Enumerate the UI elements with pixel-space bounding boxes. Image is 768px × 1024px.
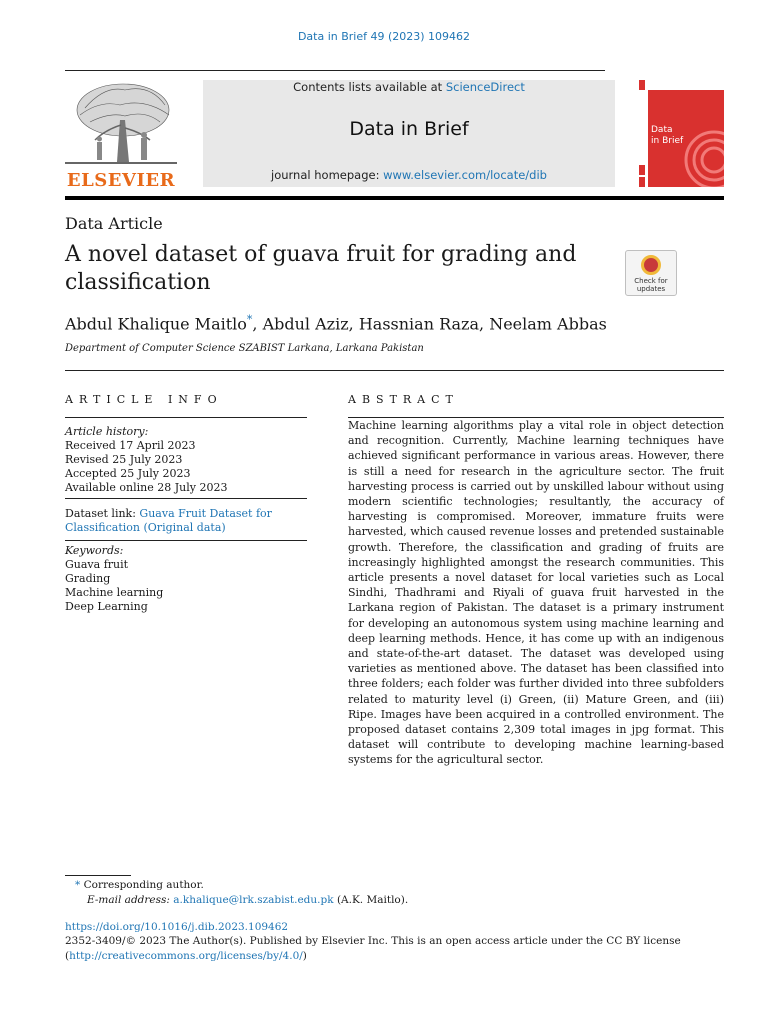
keyword-item: Guava fruit [65, 558, 129, 571]
dataset-rule [65, 540, 307, 541]
footnote-mark: * [75, 879, 81, 891]
dataset-link[interactable]: Guava Fruit Dataset for [139, 507, 272, 520]
email-link[interactable]: a.khalique@lrk.szabist.edu.pk [173, 894, 334, 906]
license-paren-close: ) [302, 950, 307, 962]
received-date: Received 17 April 2023 [65, 439, 196, 452]
other-authors: , Abdul Aziz, Hassnian Raza, Neelam Abbas [252, 314, 607, 334]
history-label: Article history: [65, 425, 149, 438]
abstract-text: Machine learning algorithms play a vital role in object detection and recognition. Currently, Machine learning techniques have achieved significant performance in various areas. However, there is still a need for research in the agriculture sector. The fruit harvesting process is carried out by unskilled labour without using modern scientific technologies; resultantly, the accuracy of harvesting is compromised. Moreover, immature fruits were harvested, which caused revenue losses and pretended sustainable growth. Therefore, the classification and grading of fruits are increasingly highlighted amongst the research communities. This article presents a novel dataset for local varieties such as Local Sindhi, Thadhrami and Riyali of guava fruit harvested in the Larkana region of Pakistan. The dataset is a primary instrument for developing an autonomous system using machine learning and deep learning methods. Hence, it has come up with an indigenous and state-of-the-art dataset. The dataset was developed using varieties as mentioned above. The dataset has been classified into three folders; each folder was further divided into three subfolders related to maturity level (i) Green, (ii) Mature Green, and (iii) Ripe. Images have been acquired in a controlled environment. The proposed dataset contains 2,309 total images in jpg format. This dataset will contribute to developing machine learning-based systems for the agricultural sector. [348, 419, 724, 767]
journal-reference[interactable]: Data in Brief 49 (2023) 109462 [297, 30, 471, 43]
affiliation: Department of Computer Science SZABIST Larkana, Larkana Pakistan [65, 343, 424, 354]
check-badge-text [626, 277, 676, 293]
revised-date: Revised 25 July 2023 [65, 453, 183, 466]
sciencedirect-link[interactable]: ScienceDirect [445, 80, 525, 94]
check-for-updates-icon [641, 255, 661, 275]
contents-prefix: Contents lists available at [293, 80, 446, 94]
email-owner: (A.K. Maitlo). [336, 894, 409, 906]
homepage-link[interactable]: www.elsevier.com/locate/dib [383, 168, 547, 182]
journal-banner [203, 80, 615, 187]
cover-title-line2: in Brief [651, 136, 684, 146]
cover-strip [638, 80, 646, 187]
email-note [87, 893, 408, 908]
license-url-line [65, 949, 307, 964]
check-for-updates-button[interactable] [625, 250, 677, 296]
email-label: E-mail address: [87, 894, 170, 906]
elsevier-logo [65, 80, 177, 190]
top-rule [65, 70, 605, 71]
tree-illustration-icon [65, 80, 177, 170]
footnote-rule [65, 875, 131, 876]
license-line: 2352-3409/© 2023 The Author(s). Published by Elsevier Inc. This is an open access article under the CC BY license [65, 935, 681, 947]
homepage-line [203, 168, 615, 182]
homepage-prefix: journal homepage: [271, 168, 384, 182]
doi-link[interactable]: https://doi.org/10.1016/j.dib.2023.109462 [65, 921, 289, 933]
dataset-link-block [65, 507, 307, 535]
journal-cover[interactable] [638, 80, 724, 187]
section-rule [65, 370, 724, 371]
article-info-rule [65, 417, 307, 418]
cover-title-line1: Data [651, 125, 673, 135]
article-title: A novel dataset of guava fruit for grading and classification [65, 242, 577, 295]
article-history [65, 425, 307, 495]
cover-title [651, 125, 683, 147]
history-rule [65, 498, 307, 499]
elsevier-wordmark: ELSEVIER [66, 170, 176, 191]
corresponding-text: Corresponding author. [83, 879, 204, 891]
check-badge-line1: Check for [634, 277, 668, 285]
article-info-heading: ARTICLE INFO [65, 393, 223, 406]
keyword-item: Grading [65, 572, 111, 585]
contents-line [203, 80, 615, 94]
accepted-date: Accepted 25 July 2023 [65, 467, 191, 480]
online-date: Available online 28 July 2023 [65, 481, 228, 494]
first-author: Abdul Khalique Maitlo [65, 314, 247, 334]
check-badge-line2: updates [636, 285, 666, 293]
journal-title: Data in Brief [349, 118, 469, 140]
article-type: Data Article [65, 214, 163, 233]
keywords-label: Keywords: [65, 544, 124, 557]
author-list [65, 313, 607, 333]
keyword-item: Deep Learning [65, 600, 148, 613]
dataset-label: Dataset link: [65, 507, 136, 520]
header-rule [65, 196, 724, 200]
corresponding-note [75, 878, 204, 893]
corresponding-author-link[interactable]: * [246, 313, 253, 326]
license-link[interactable]: http://creativecommons.org/licenses/by/4.0/ [69, 950, 303, 962]
keyword-item: Machine learning [65, 586, 164, 599]
license-paren-open: ( [65, 950, 70, 962]
abstract-heading: ABSTRACT [348, 393, 459, 406]
keywords-block [65, 544, 307, 614]
dataset-link-continued[interactable]: Classification (Original data) [65, 521, 226, 534]
